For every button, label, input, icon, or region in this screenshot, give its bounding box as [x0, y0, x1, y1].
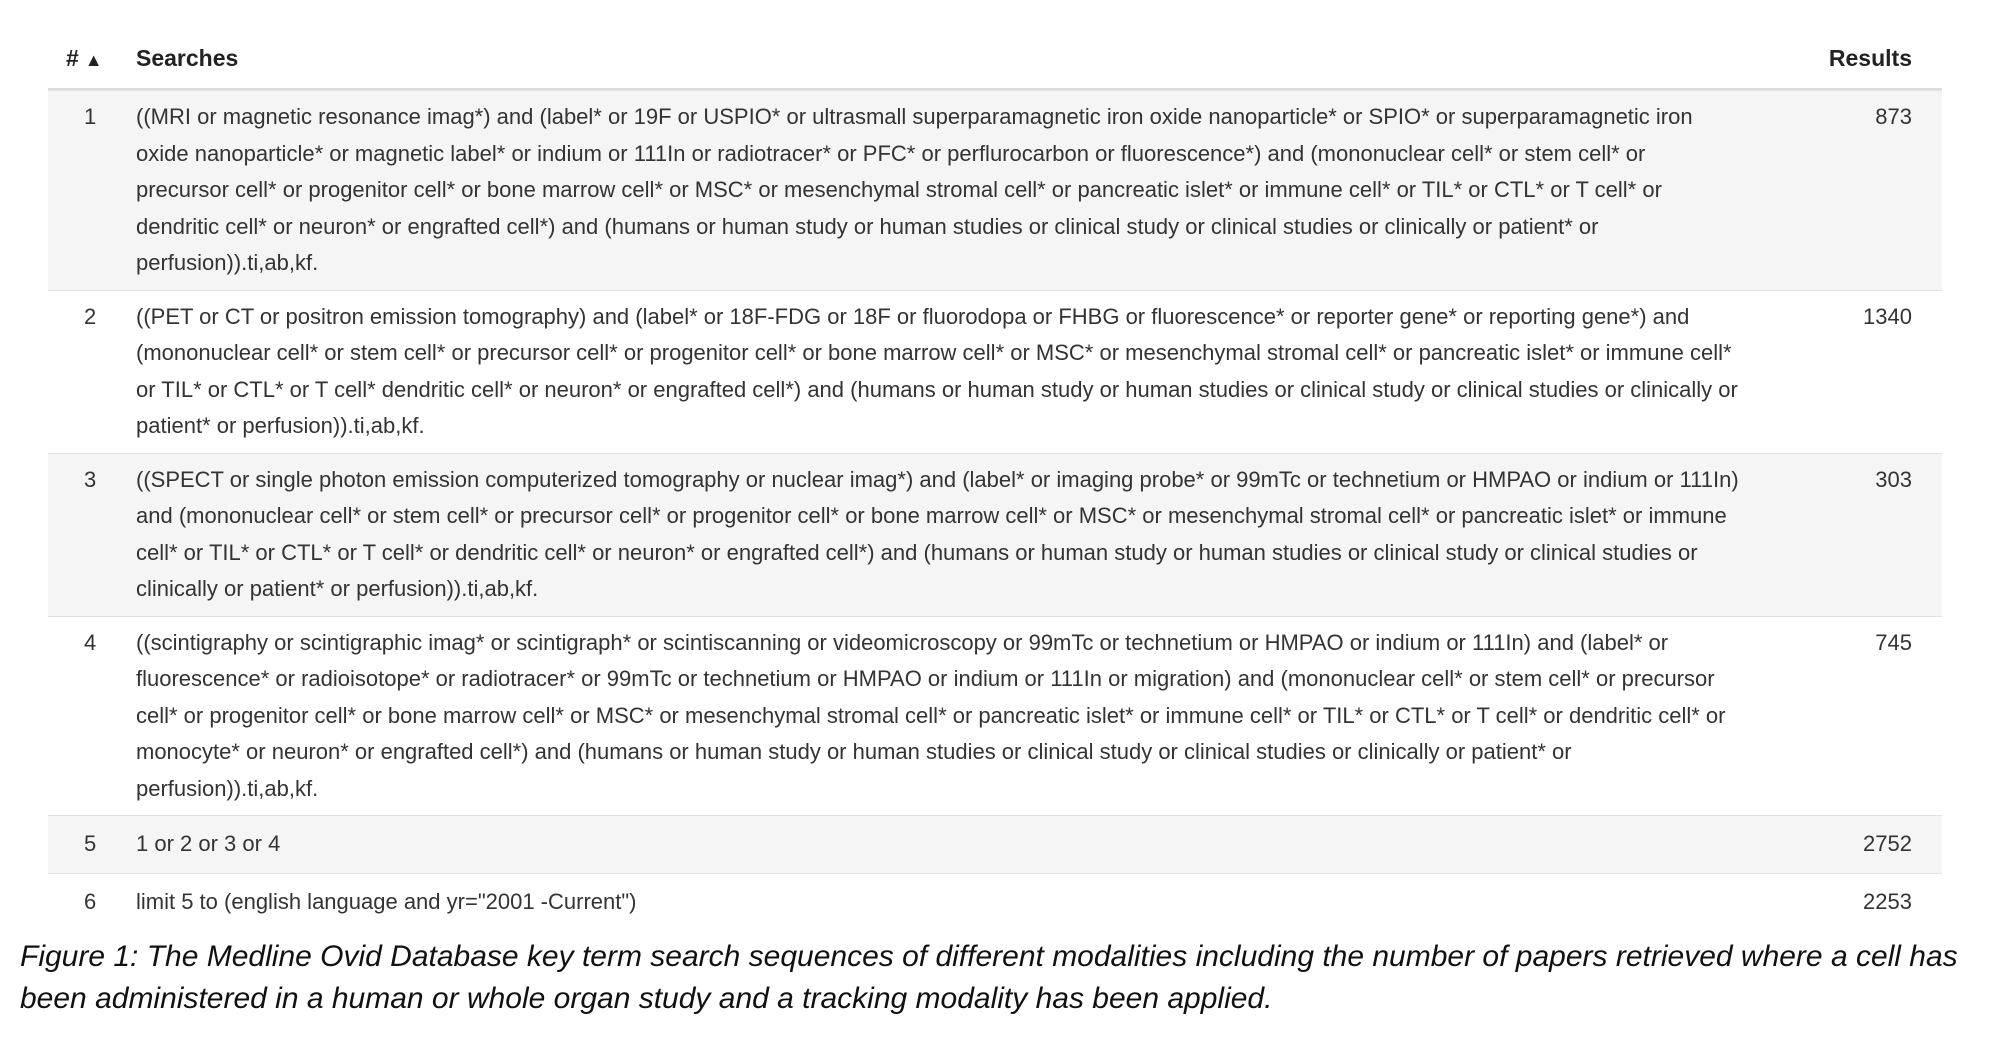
result-count[interactable]: 303 [1875, 466, 1912, 492]
results-column-header: Results [1828, 44, 1912, 71]
row-number: 6 [84, 888, 97, 914]
table-row [48, 616, 1942, 816]
result-count[interactable]: 1340 [1863, 303, 1912, 329]
row-number: 5 [84, 831, 97, 856]
search-query: ((MRI or magnetic resonance imag*) and (label* or 19F or USPIO* or ultrasmall superparamagnetic iron oxide nanoparticle* or SPIO* or superparamagnetic iron oxide nanoparticle* or magnetic label* or indium or 111In or radiotracer* or PFC* or perflurocarbon or fluorescence*) and (mononuclear cell* or stem cell* or precursor cell* or progenitor cell* or bone marrow cell* or MSC* or mesenchymal stromal cell* or pancreatic islet* or immune cell* or TIL* or CTL* or T cell* or dendritic cell* or neuron* or engrafted cell*) and (humans or human study or human studies or clinical study or clinical studies or clinically or patient* or perfusion)).ti,ab,kf. [136, 104, 1693, 275]
number-header-label: # [66, 44, 79, 71]
search-query: ((SPECT or single photon emission computerized tomography or nuclear imag*) and (label* or imaging probe* or 99mTc or technetium or HMPAO or indium or 111In) and (mononuclear cell* or stem cell* or precursor cell* or progenitor cell* or bone marrow cell* or MSC* or mesenchymal stromal cell* or pancreatic islet* or immune cell* or TIL* or CTL* or T cell* or dendritic cell* or neuron* or engrafted cell*) and (humans or human study or human studies or clinical study or clinical studies or clinically or patient* or perfusion)).ti,ab,kf. [136, 466, 1739, 601]
search-query: ((PET or CT or positron emission tomography) and (label* or 18F-FDG or 18F or fluorodopa or FHBG or fluorescence* or reporter gene* or reporting gene*) and (mononuclear cell* or stem cell* or precursor cell* or progenitor cell* or bone marrow cell* or MSC* or mesenchymal stromal cell* or pancreatic islet* or immune cell* or TIL* or CTL* or T cell* dendritic cell* or neuron* or engrafted cell*) and (humans or human study or human studies or clinical study or clinical studies or clinically or patient* or perfusion)).ti,ab,kf. [136, 303, 1738, 438]
figure-caption: Figure 1: The Medline Ovid Database key term search sequences of different modalities including the number of papers retrieved where a cell has been administered in a human or whole organ study and a tracking modality has been applied. [20, 940, 1958, 1015]
result-count[interactable]: 873 [1875, 104, 1912, 129]
row-number: 4 [84, 629, 97, 655]
sort-ascending-icon[interactable]: ▲ [84, 49, 103, 70]
table-row [48, 815, 1942, 873]
row-number: 3 [84, 466, 97, 492]
number-column-header[interactable] [48, 45, 136, 72]
searches-column-header: Searches [136, 44, 239, 71]
table-row [48, 453, 1942, 616]
row-number: 2 [84, 303, 97, 329]
search-query: ((scintigraphy or scintigraphic imag* or scintigraph* or scintiscanning or videomicroscopy or 99mTc or technetium or HMPAO or indium or 111In) and (label* or fluorescence* or radioisotope* or radiotracer* or 99mTc or technetium or HMPAO or indium or 111In or migration) and (mononuclear cell* or stem cell* or precursor cell* or progenitor cell* or bone marrow cell* or MSC* or mesenchymal stromal cell* or pancreatic islet* or immune cell* or TIL* or CTL* or T cell* or dendritic cell* or monocyte* or neuron* or engrafted cell*) and (humans or human study or human studies or clinical study or clinical studies or clinically or patient* or perfusion)).ti,ab,kf. [136, 629, 1726, 801]
result-count[interactable]: 745 [1875, 629, 1912, 655]
search-query: limit 5 to (english language and yr="2001 -Current") [136, 888, 637, 914]
table-row [48, 290, 1942, 453]
search-history-table [48, 28, 1942, 930]
table-row [48, 90, 1942, 290]
result-count[interactable]: 2752 [1863, 831, 1912, 856]
row-number: 1 [84, 104, 97, 129]
search-query: 1 or 2 or 3 or 4 [136, 831, 281, 856]
result-count[interactable]: 2253 [1863, 888, 1912, 914]
table-header [48, 28, 1942, 90]
table-row [48, 873, 1942, 931]
